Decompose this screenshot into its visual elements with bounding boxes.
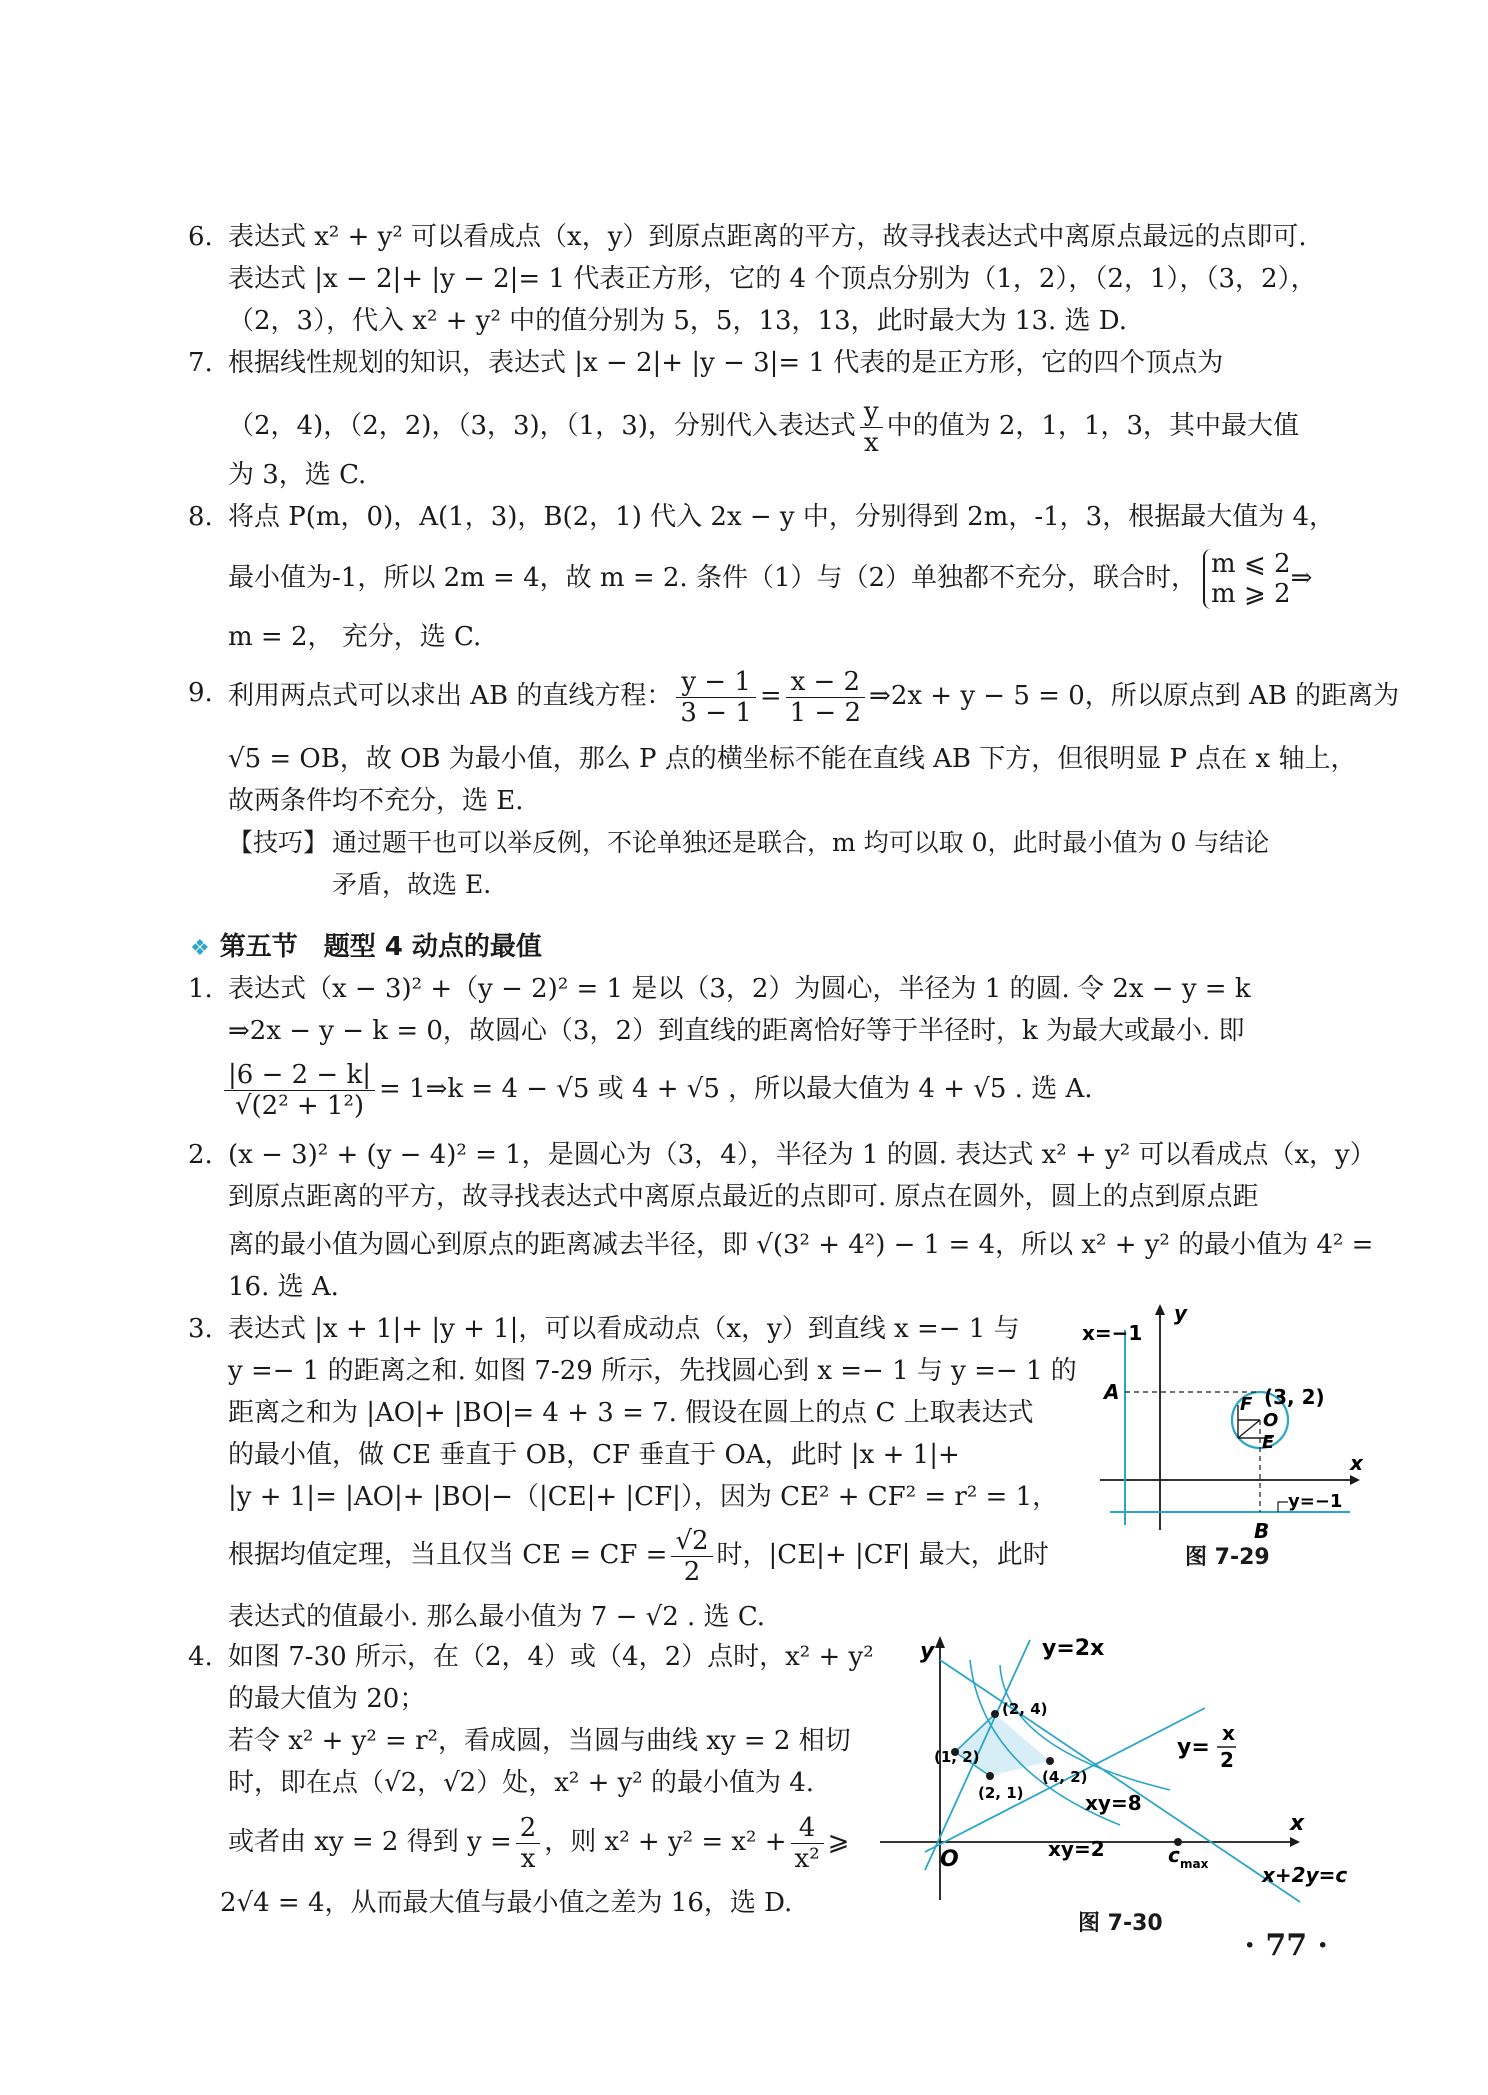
label-y: y xyxy=(920,1639,935,1664)
text-line: 表达式 x² + y² 可以看成点（x，y）到原点距离的平方，故寻找表达式中离原点最远的点即可. xyxy=(228,222,1307,252)
text-line: （2，3），代入 x² + y² 中的值分别为 5，5，13，13，此时最大为 13. 选 D. xyxy=(228,306,1127,336)
y-axis-arrow-icon xyxy=(1155,1304,1165,1315)
text-segment: ⇒2x + y − 5 = 0，所以原点到 AB 的距离为 xyxy=(869,681,1400,711)
label-a: A xyxy=(1104,1380,1120,1404)
label-f: F xyxy=(1240,1394,1253,1415)
right-angle-mark xyxy=(1278,1502,1288,1512)
fraction-numerator: 4 xyxy=(791,1813,824,1844)
tip-label: 【技巧】 xyxy=(228,828,329,857)
text-line: 为 3，选 C. xyxy=(228,460,367,490)
label-max: max xyxy=(1180,1857,1209,1871)
fraction-numerator: |6 − 2 − k| xyxy=(224,1060,375,1091)
x-axis-arrow-icon xyxy=(1350,1475,1360,1485)
text-line-with-fraction xyxy=(220,1054,1093,1124)
case-line: m ⩾ 2 xyxy=(1211,579,1291,609)
page-number: · 77 · xyxy=(1244,1928,1328,1963)
label-center: (3, 2) xyxy=(1264,1385,1325,1409)
fraction-numerator: √2 xyxy=(671,1526,712,1557)
fraction-numerator: x − 2 xyxy=(786,667,865,698)
point xyxy=(986,1772,994,1780)
fraction xyxy=(224,1060,375,1121)
fraction-denominator: 1 − 2 xyxy=(789,697,862,728)
case-brace xyxy=(1203,549,1291,609)
fraction-numerator: y − 1 xyxy=(676,667,755,698)
text-segment: 中的值为 2，1，1，3，其中最大值 xyxy=(886,411,1300,441)
text-segment: 时，|CE|+ |CF| 最大，此时 xyxy=(716,1540,1049,1570)
text-line: 表达式 |x + 1|+ |y + 1|，可以看成动点（x，y）到直线 x =− 1 与 xyxy=(228,1314,1020,1344)
text-line: 到原点距离的平方，故寻找表达式中离原点最近的点即可. 原点在圆外，圆上的点到原点距 xyxy=(228,1182,1259,1212)
text-segment: 利用两点式可以求出 AB 的直线方程： xyxy=(228,681,673,711)
text-segment: ⩾ xyxy=(827,1827,850,1857)
fraction-denominator: 2 xyxy=(683,1556,701,1587)
figure-7-29 xyxy=(1080,1300,1370,1540)
text-line: 16. 选 A. xyxy=(228,1272,339,1302)
figure-caption: 图 7-30 xyxy=(1078,1911,1163,1936)
label-x: x xyxy=(1290,1811,1305,1836)
x-axis-arrow-icon xyxy=(1290,1837,1300,1847)
item-number: 2. xyxy=(188,1140,213,1170)
text-line: ⇒2x − y − k = 0，故圆心（3，2）到直线的距离恰好等于半径时，k 为最大或最小. 即 xyxy=(228,1016,1245,1046)
text-line: 根据线性规划的知识，表达式 |x − 2|+ |y − 3|= 1 代表的是正方形，它的四个顶点为 xyxy=(228,348,1224,378)
label-y-eq: y= xyxy=(1177,1735,1210,1760)
text-line: 故两条件均不充分，选 E. xyxy=(228,786,524,816)
text-line: √5 = OB，故 OB 为最小值，那么 P 点的横坐标不能在直线 AB 下方，但很明显 P 点在 x 轴上， xyxy=(228,744,1357,774)
fraction xyxy=(671,1526,712,1587)
fraction-denominator: x xyxy=(520,1843,536,1874)
line-x-2y-c xyxy=(940,1660,1300,1902)
text-line: m = 2， 充分，选 C. xyxy=(228,622,482,652)
fraction-denominator: 3 − 1 xyxy=(680,697,752,728)
item-number: 4. xyxy=(188,1642,213,1672)
label-xy-8: xy=8 xyxy=(1085,1791,1142,1815)
text-line: 如图 7-30 所示，在（2，4）或（4，2）点时，x² + y² xyxy=(228,1642,874,1672)
label-y-2x: y=2x xyxy=(1042,1636,1105,1661)
label-c: c xyxy=(1168,1843,1180,1867)
point xyxy=(991,1710,999,1718)
label-x: x xyxy=(1350,1451,1363,1475)
fraction xyxy=(791,1813,824,1874)
text-line: 将点 P(m，0)，A(1，3)，B(2，1) 代入 2x − y 中，分别得到 2m，-1，3，根据最大值为 4， xyxy=(228,502,1336,532)
fraction-denominator: x xyxy=(863,427,879,458)
text-line: y =− 1 的距离之和. 如图 7-29 所示，先找圆心到 x =− 1 与 y =− 1 的 xyxy=(228,1356,1077,1386)
text-segment: （2，4)，（2，2)，（3，3)，（1，3)，分别代入表达式 xyxy=(228,411,856,441)
item-number: 7. xyxy=(188,348,213,378)
label-y: y xyxy=(1174,1301,1188,1325)
text-line: 离的最小值为圆心到原点的距离减去半径，即 √(3² + 4²) − 1 = 4，所以 x² + y² 的最小值为 4² = xyxy=(228,1230,1374,1260)
label-point: (4, 2) xyxy=(1042,1768,1088,1786)
text-segment: 根据均值定理，当且仅当 CE = CF = xyxy=(228,1540,668,1570)
text-line-with-fraction xyxy=(228,396,1299,458)
fraction xyxy=(676,667,755,728)
tip-text: 矛盾，故选 E. xyxy=(332,870,492,899)
text-line: |y + 1|= |AO|+ |BO|−（|CE|+ |CF|），因为 CE² + CF² = r² = 1， xyxy=(228,1482,1059,1512)
fraction xyxy=(786,667,865,728)
text-segment: 最小值为-1，所以 2m = 4，故 m = 2. 条件（1）与（2）单独都不充分，联合时， xyxy=(228,563,1198,593)
tip-text: 通过题干也可以举反例，不论单独还是联合，m 均可以取 0，此时最小值为 0 与结论 xyxy=(332,828,1270,857)
label-x-2y-c: x+2y=c xyxy=(1262,1863,1348,1887)
text-line-with-fraction xyxy=(228,666,1399,728)
text-line: 2√4 = 4，从而最大值与最小值之差为 16，选 D. xyxy=(220,1888,793,1918)
case-line: m ⩽ 2 xyxy=(1211,549,1291,579)
item-number: 8. xyxy=(188,502,213,532)
y-axis-arrow-icon xyxy=(935,1636,945,1648)
text-line: 表达式 |x − 2|+ |y − 2|= 1 代表正方形，它的 4 个顶点分别为（1，2），（2，1），（3，2）， xyxy=(228,264,1317,294)
fraction-denominator: √(2² + 1²) xyxy=(234,1090,365,1121)
section-title: 第五节 题型 4 动点的最值 xyxy=(219,932,542,962)
text-line-with-fraction xyxy=(228,1806,849,1878)
text-segment: ，则 x² + y² = x² + xyxy=(544,1827,787,1857)
text-line: 若令 x² + y² = r²，看成圆，当圆与曲线 xy = 2 相切 xyxy=(228,1726,851,1756)
label-e: E xyxy=(1262,1432,1275,1453)
item-number: 6. xyxy=(188,222,213,252)
fraction-numerator: 2 xyxy=(516,1813,541,1844)
fraction xyxy=(516,1813,541,1874)
fraction-denominator: x² xyxy=(794,1843,820,1874)
point xyxy=(1046,1757,1054,1765)
text-segment: = xyxy=(759,681,782,711)
text-line: 表达式（x − 3)² +（y − 2)² = 1 是以（3，2）为圆心，半径为 1 的圆. 令 2x − y = k xyxy=(228,974,1251,1004)
text-segment: 或者由 xy = 2 得到 y = xyxy=(228,1827,512,1857)
label-point: (2, 4) xyxy=(1002,1700,1048,1718)
label-b: B xyxy=(1254,1519,1270,1540)
section-heading xyxy=(190,930,542,966)
item-number: 9. xyxy=(188,678,213,708)
item-number: 3. xyxy=(188,1314,213,1344)
text-line: 距离之和为 |AO|+ |BO|= 4 + 3 = 7. 假设在圆上的点 C 上取表达式 xyxy=(228,1398,1034,1428)
text-segment: ⇒ xyxy=(1290,563,1313,593)
text-line: 的最大值为 20； xyxy=(228,1684,426,1714)
label-point: (1, 2) xyxy=(934,1748,980,1766)
text-segment: = 1⇒k = 4 − √5 或 4 + √5 ，所以最大值为 4 + √5 . 选 A. xyxy=(379,1074,1093,1104)
text-line: 表达式的值最小. 那么最小值为 7 − √2 . 选 C. xyxy=(228,1602,766,1632)
label-x-over: x xyxy=(1222,1721,1235,1745)
fraction xyxy=(860,397,883,458)
text-line: 时，即在点（√2，√2）处，x² + y² 的最小值为 4. xyxy=(228,1768,815,1798)
item-number: 1. xyxy=(188,974,213,1004)
text-line-with-fraction xyxy=(228,1520,1049,1590)
segment-co xyxy=(1238,1420,1260,1438)
label-2-under: 2 xyxy=(1220,1748,1234,1772)
text-line: (x − 3)² + (y − 4)² = 1，是圆心为（3，4），半径为 1 的圆. 表达式 x² + y² 可以看成点（x，y） xyxy=(228,1140,1376,1170)
label-point: (2, 1) xyxy=(978,1784,1024,1802)
label-y-neg1: y=−1 xyxy=(1288,1491,1343,1512)
figure-7-30 xyxy=(870,1630,1390,1930)
label-xy-2: xy=2 xyxy=(1048,1837,1105,1861)
text-line: 的最小值，做 CE 垂直于 OB，CF 垂直于 OA，此时 |x + 1|+ xyxy=(228,1440,960,1470)
label-x-neg1: x=−1 xyxy=(1082,1321,1143,1345)
figure-caption: 图 7-29 xyxy=(1185,1545,1270,1570)
label-o: O xyxy=(1263,1410,1279,1431)
text-line-with-cases xyxy=(228,546,1312,610)
diamond-icon: ❖ xyxy=(190,936,210,961)
fraction-numerator: y xyxy=(860,397,883,428)
label-o: O xyxy=(940,1847,959,1872)
